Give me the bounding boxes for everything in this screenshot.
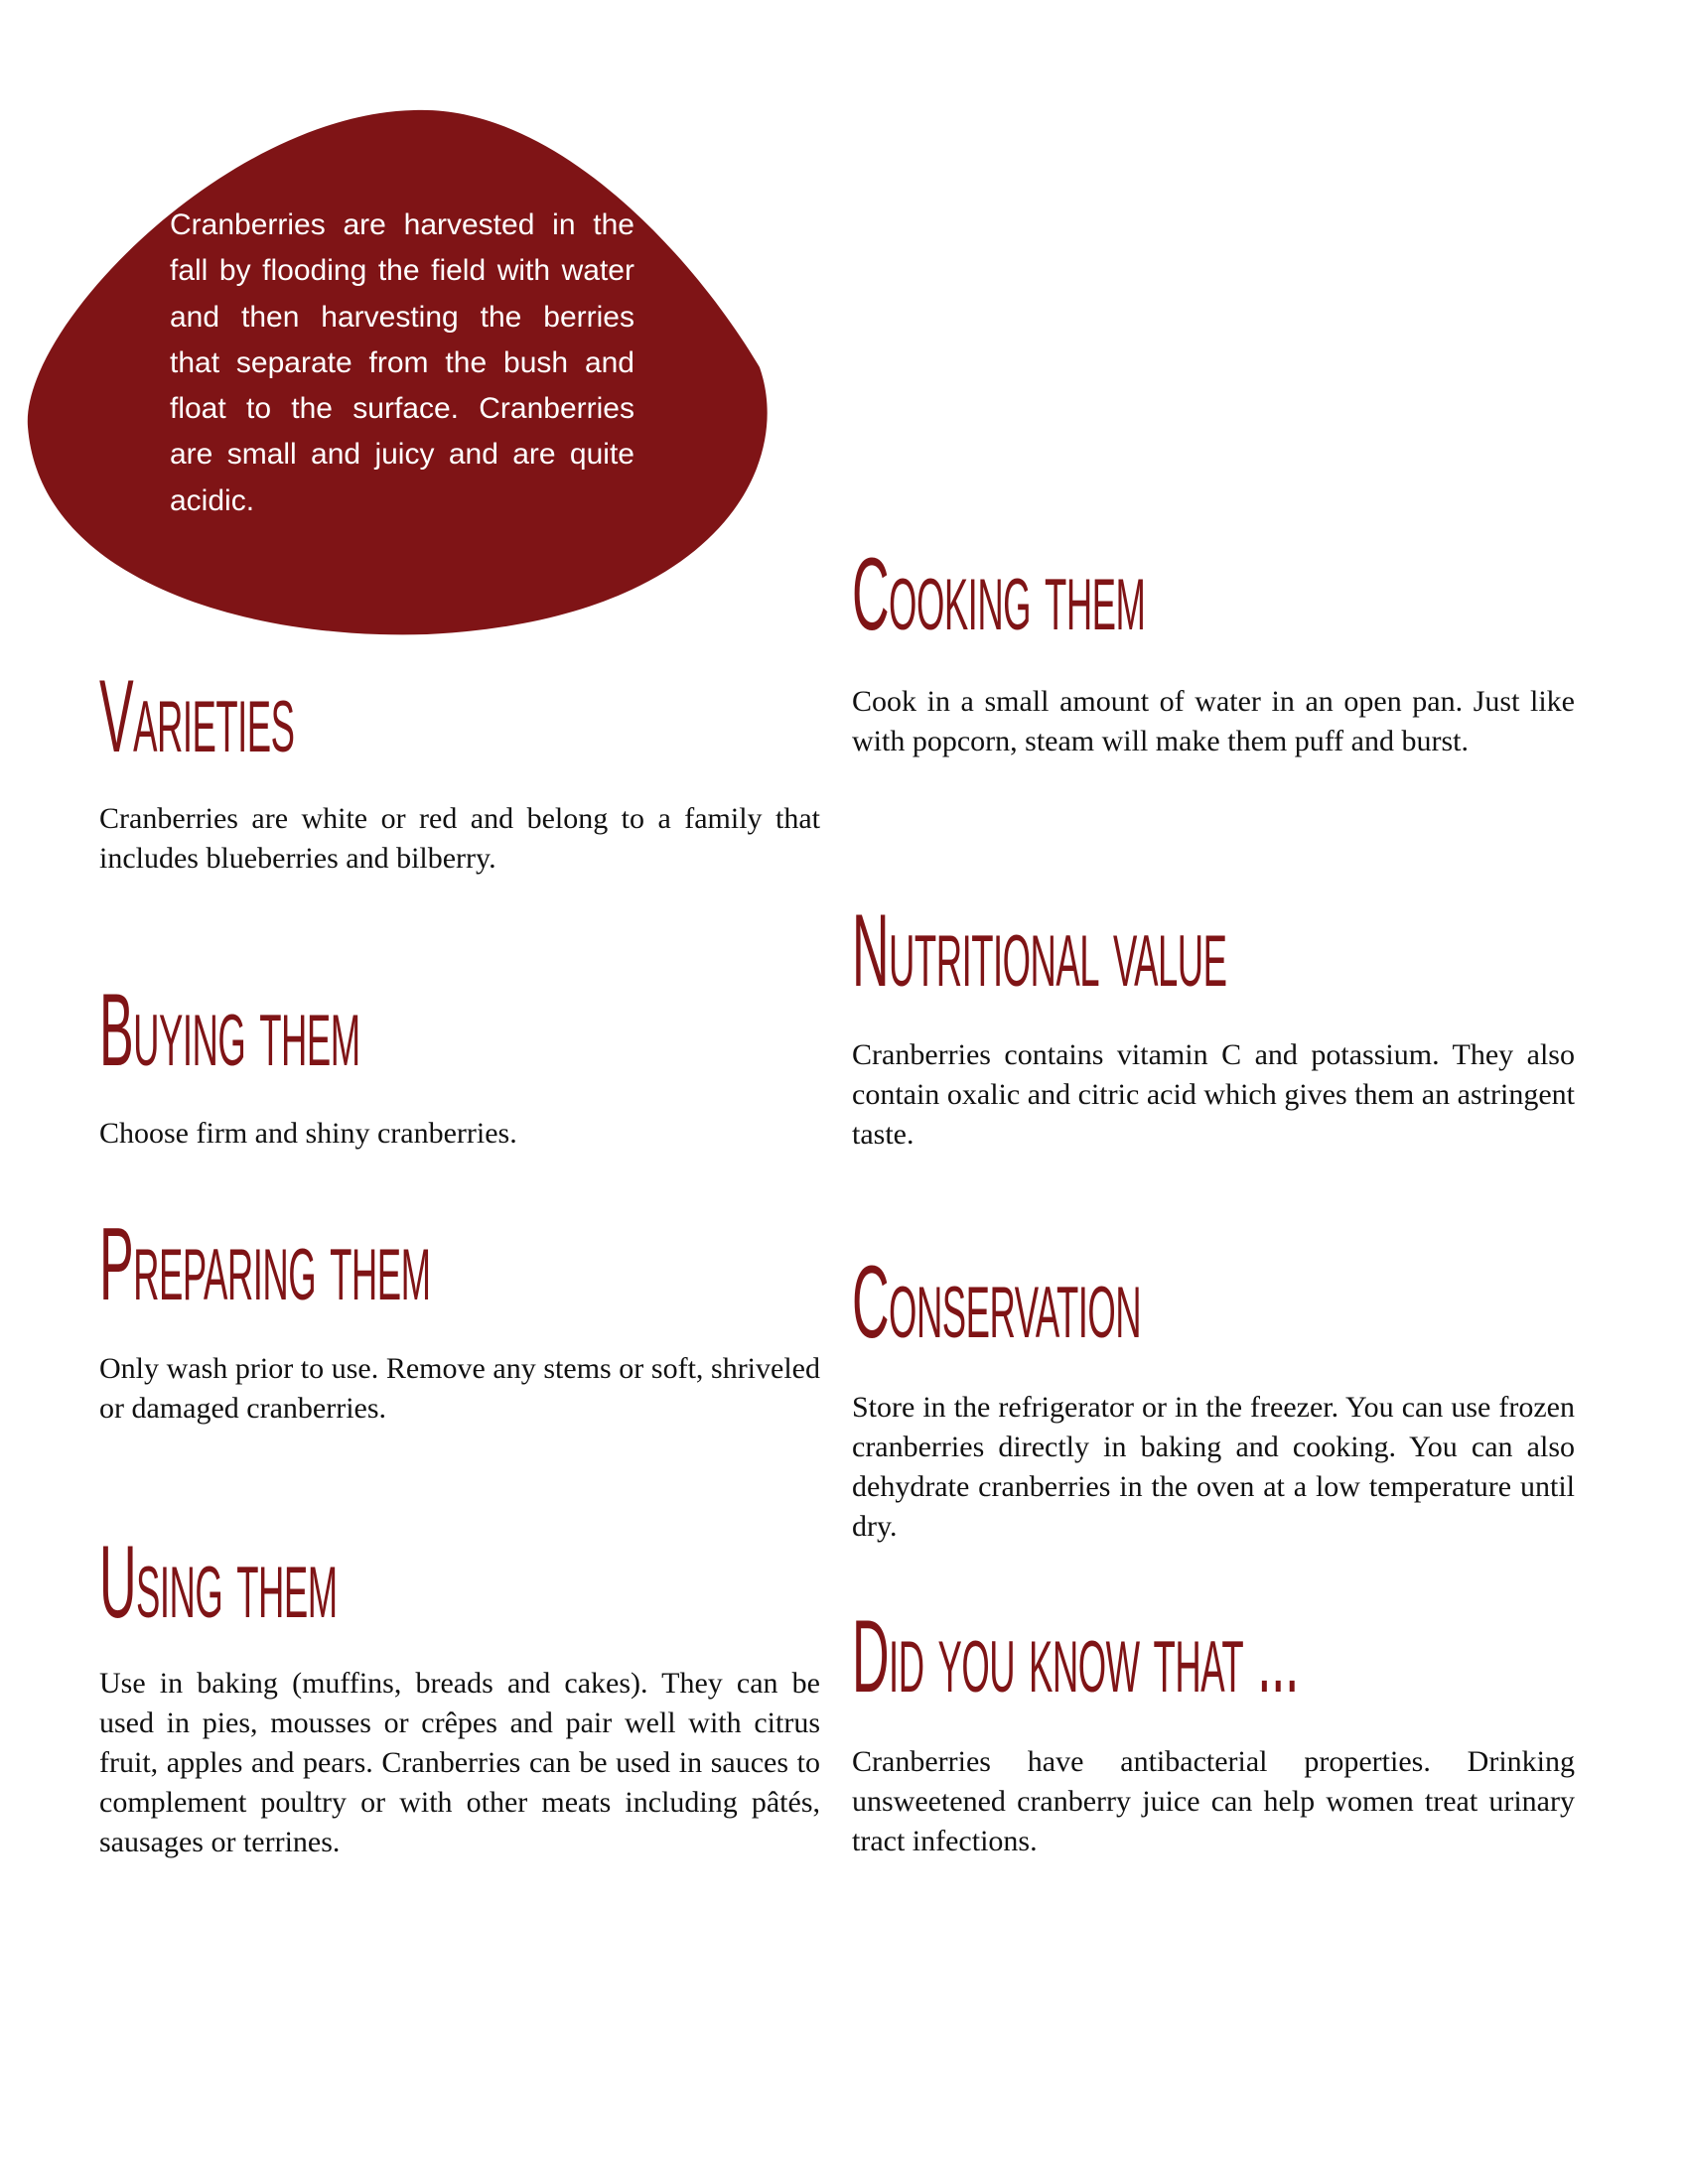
body-nutritional: Cranberries contains vitamin C and potassium. They also contain oxalic and citric acid which gives them an astringent taste.	[852, 1038, 1575, 1151]
heading-preparing: Preparing them	[99, 1207, 431, 1322]
heading-conservation: Conservation	[852, 1245, 1142, 1360]
heading-did-you-know: Did you know that ...	[852, 1599, 1299, 1714]
heading-varieties: Varieties	[99, 659, 295, 774]
body-did-you-know: Cranberries have antibacterial properties. Drinking unsweetened cranberry juice can help women treat urinary tract infections.	[852, 1745, 1575, 1857]
intro-text: Cranberries are harvested in the fall by flooding the field with water and then harvesting the berries that separate from the bush and float to the surface. Cranberries are small and juicy and are quite acidic.	[170, 208, 634, 517]
body-conservation: Store in the refrigerator or in the freezer. You can use frozen cranberries directly in baking and cooking. You can also dehydrate cranberries in the oven at a low temperature until dry.	[852, 1391, 1575, 1543]
body-varieties: Cranberries are white or red and belong to a family that includes blueberries and bilberry.	[99, 802, 820, 875]
heading-cooking: Cooking them	[852, 537, 1146, 652]
heading-nutritional: Nutritional value	[852, 893, 1227, 1009]
body-buying: Choose firm and shiny cranberries.	[99, 1117, 517, 1150]
body-cooking: Cook in a small amount of water in an open pan. Just like with popcorn, steam will make them puff and burst.	[852, 685, 1575, 757]
heading-buying: Buying them	[99, 973, 360, 1088]
body-preparing: Only wash prior to use. Remove any stems or soft, shriveled or damaged cranberries.	[99, 1352, 820, 1425]
body-using: Use in baking (muffins, breads and cakes). They can be used in pies, mousses or crêpes and pair well with citrus fruit, apples and pears. Cranberries can be used in sauces to complement poultry or with other meats including pâtés, sausages or terrines.	[99, 1667, 820, 1858]
heading-using: Using them	[99, 1525, 338, 1640]
